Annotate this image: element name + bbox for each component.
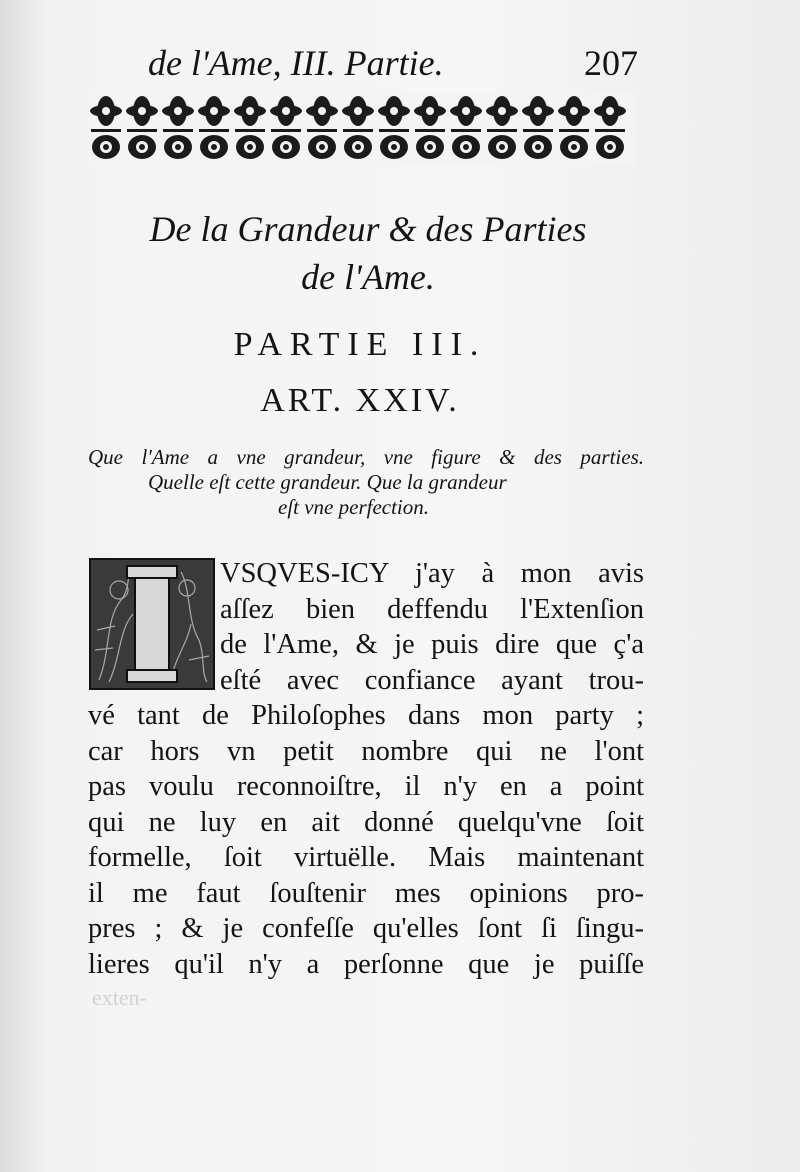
body-line: qui ne luy en ait donné quelqu'vne ſoit [88,806,644,838]
article-summary [88,445,644,520]
body-line: il me faut ſouſtenir mes opinions pro- [88,877,644,909]
body-line: lieres qu'il n'y a perſonne que je puiſſe [88,948,644,980]
chapter-title-line2: de l'Ame. [301,257,435,297]
chapter-title [88,205,648,301]
page-header [148,42,638,82]
summary-line: eſt vne perfection. [278,495,430,519]
body-line: eſté avec confiance ayant trou- [220,664,644,696]
body-line: aſſez bien deffendu l'Extenſion [220,593,644,625]
summary-line: Quelle eſt cette grandeur. Que la grandeur [148,470,507,494]
page-number: 207 [584,43,638,83]
floral-ornament-band-icon [88,93,636,165]
body-line: de l'Ame, & je puis dire que ç'a [220,629,644,660]
body-line: pres ; & je confeſſe qu'elles ſont ſi ſingu- [88,913,644,944]
body-text [88,556,644,982]
catchword: exten- [92,985,147,1010]
body-line: formelle, ſoit virtuëlle. Mais maintenant [88,842,644,873]
body-line: car hors vn petit nombre qui ne l'ont [88,735,644,767]
part-heading: PARTIE III. [233,326,487,363]
chapter-title-line1: De la Grandeur & des Parties [149,209,587,249]
running-title: de l'Ame, III. Partie. [148,43,444,83]
summary-line: Que l'Ame a vne grandeur, vne figure & des parties. [88,445,644,469]
article-heading: ART. XXIV. [260,382,460,419]
body-line: pas voulu reconnoiſtre, il n'y en a point [88,771,644,802]
body-line: VSQVES-ICY j'ay à mon avis [220,558,644,589]
body-line: vé tant de Philoſophes dans mon party ; [88,700,644,731]
